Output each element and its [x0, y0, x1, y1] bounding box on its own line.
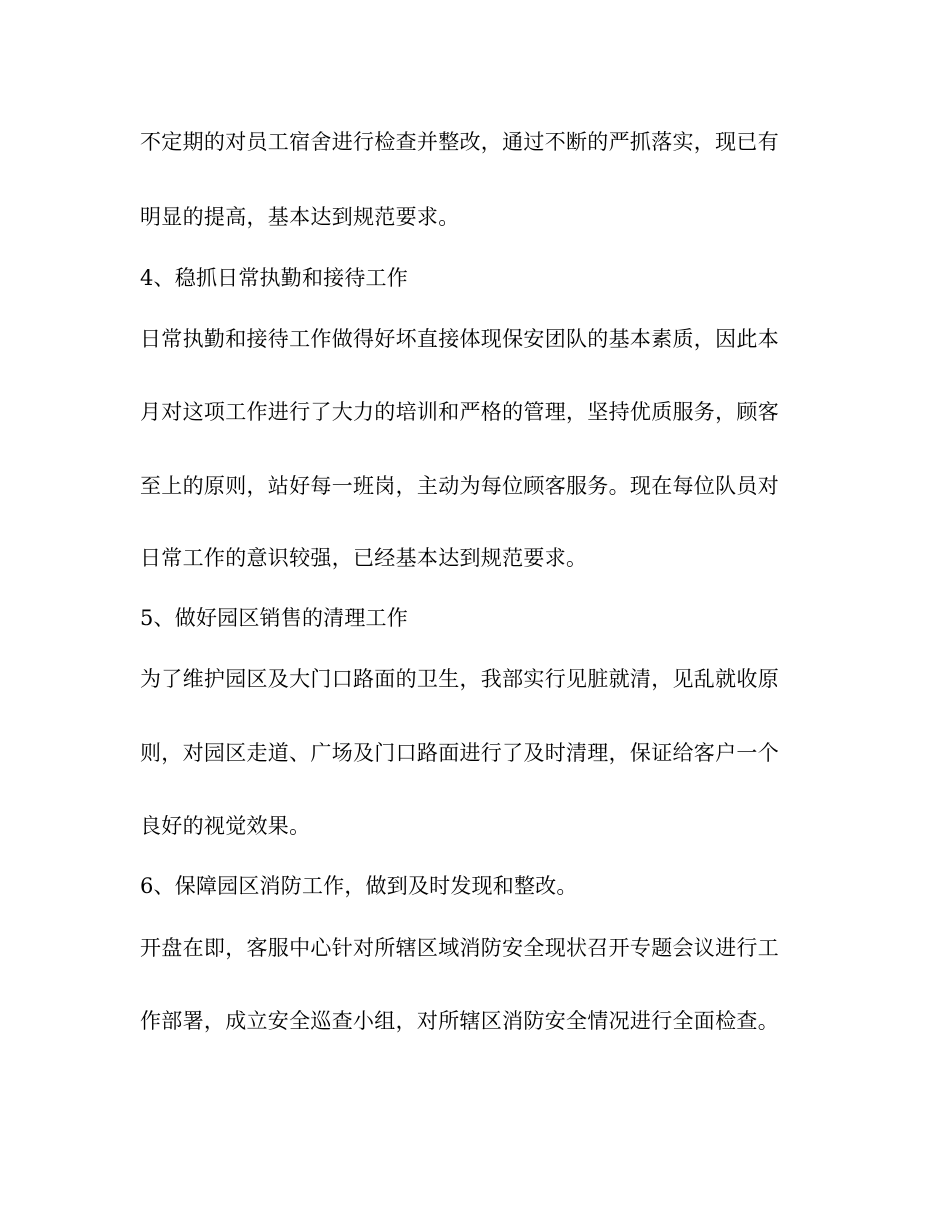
paragraph-line: 为了维护园区及大门口路面的卫生，我部实行见脏就清，见乱就收原 — [140, 667, 779, 691]
paragraph-line: 月对这项工作进行了大力的培训和严格的管理，坚持优质服务，顾客 — [140, 400, 779, 424]
paragraph-line: 明显的提高，基本达到规范要求。 — [140, 205, 460, 229]
paragraph-line: 至上的原则，站好每一班岗，主动为每位顾客服务。现在每位队员对 — [140, 474, 779, 498]
paragraph-line: 良好的视觉效果。 — [140, 814, 311, 838]
paragraph-line: 日常执勤和接待工作做得好坏直接体现保安团队的基本素质，因此本 — [140, 327, 779, 351]
section-heading-4: 4、稳抓日常执勤和接待工作 — [140, 266, 408, 290]
paragraph-line: 则，对园区走道、广场及门口路面进行了及时清理，保证给客户一个 — [140, 741, 779, 765]
paragraph-line: 作部署，成立安全巡查小组，对所辖区消防安全情况进行全面检查。 — [140, 1009, 779, 1033]
paragraph-line: 开盘在即，客服中心针对所辖区域消防安全现状召开专题会议进行工 — [140, 936, 779, 960]
paragraph-line: 日常工作的意识较强，已经基本达到规范要求。 — [140, 546, 588, 570]
section-heading-5: 5、做好园区销售的清理工作 — [140, 606, 408, 630]
paragraph-line: 不定期的对员工宿舍进行检查并整改，通过不断的严抓落实，现已有 — [140, 130, 779, 154]
section-heading-6: 6、保障园区消防工作，做到及时发现和整改。 — [140, 874, 578, 898]
